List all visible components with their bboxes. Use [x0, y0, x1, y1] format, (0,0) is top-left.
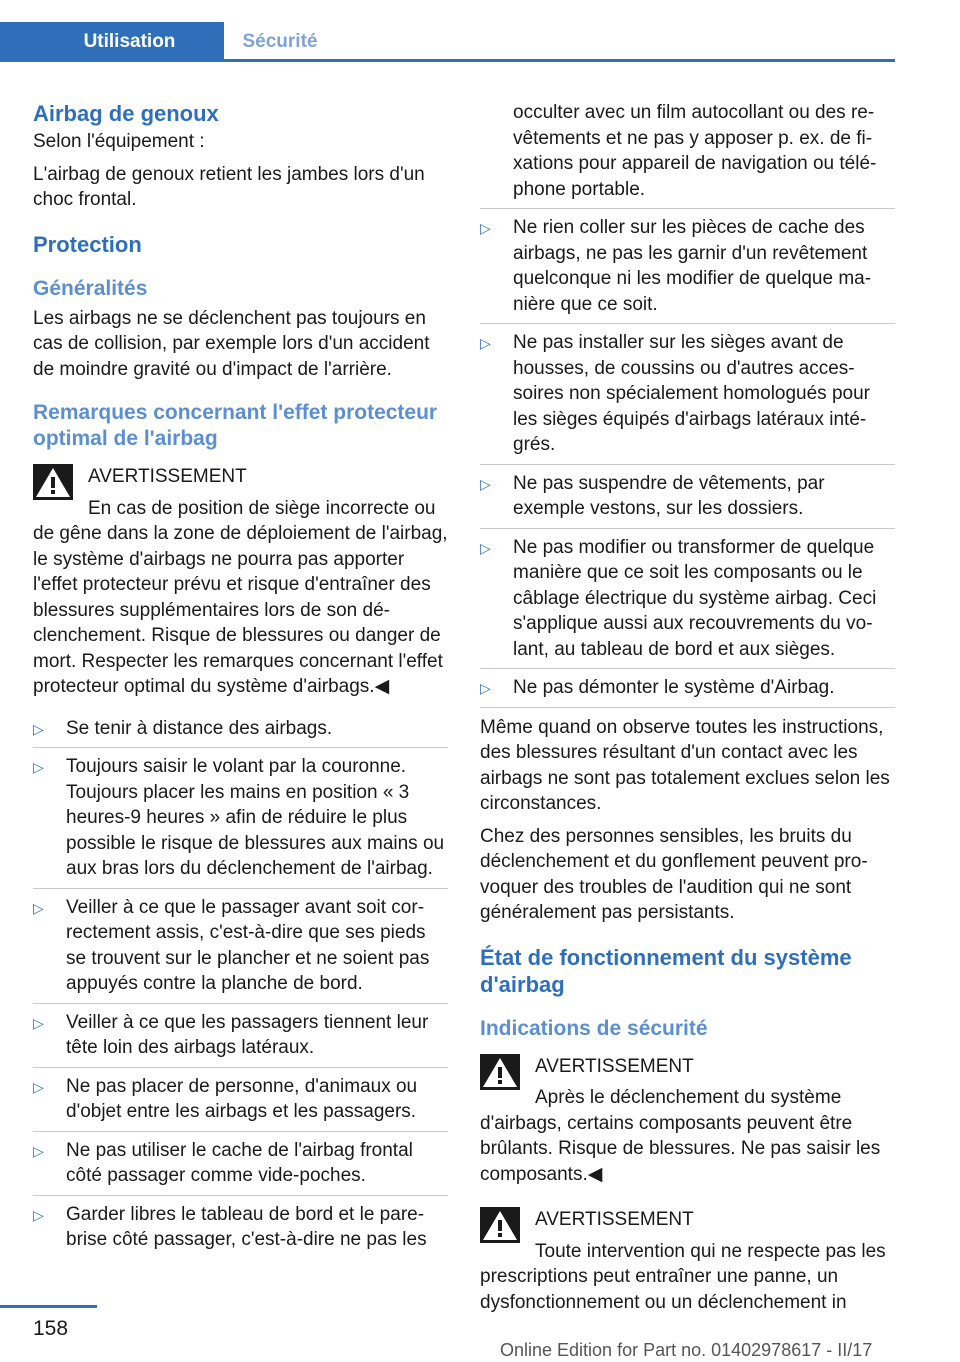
bullet-triangle-icon: ▷: [33, 1142, 44, 1159]
warning-title: AVERTISSEMENT: [535, 1209, 694, 1230]
bullet-continuation: occulter avec un film autocollant ou des revêtements et ne pas y apposer p. ex. de fixations pour appareil de navigation ou téléphone portable.: [480, 100, 895, 209]
page-number: 158: [33, 1317, 69, 1340]
paragraph-instructions: Même quand on observe toutes les instructions, des blessures résultant d'un contact avec les airbags ne sont pas totalement exclues selon les circonstances.: [480, 716, 890, 814]
bullet-triangle-icon: ▷: [480, 335, 491, 351]
warning-block: [480, 1207, 895, 1315]
heading-protection: Protection: [33, 231, 142, 257]
bullet-triangle-icon: ▷: [480, 475, 491, 492]
list-item: ▷ Ne pas installer sur les sièges avant de housses, de coussins ou d'autres accessoires non spécialement homologués pour les sièges équipés d'airbags latéraux intégrés.: [480, 324, 895, 465]
list-item: ▷ Veiller à ce que les passagers tiennent leur tête loin des airbags latéraux.: [33, 1004, 448, 1068]
list-item: ▷ Ne pas placer de personne, d'animaux ou d'objet entre les airbags et les passagers.: [33, 1068, 448, 1132]
bullet-triangle-icon: ▷: [480, 539, 491, 556]
bullet-triangle-icon: ▷: [480, 220, 491, 236]
warning-triangle-icon: [480, 1207, 520, 1243]
warning-block: [33, 464, 448, 700]
header-tabbar: [0, 22, 895, 62]
heading-safety-notes: Indications de sécurité: [480, 1016, 708, 1040]
edition-note: Online Edition for Part no. 01402978617 - II/17: [500, 1340, 873, 1360]
tab-utilisation[interactable]: Utilisation: [0, 22, 224, 62]
heading-general: Généralités: [33, 276, 148, 300]
heading-airbag-state: État de fonctionnement du système d'airbag: [480, 944, 852, 997]
warning-title: AVERTISSEMENT: [535, 1055, 694, 1077]
bullet-triangle-icon: ▷: [33, 759, 44, 775]
right-column: [480, 100, 895, 1315]
list-item: ▷ Ne pas suspendre de vêtements, par exemple vestons, sur les dossiers.: [480, 465, 895, 529]
list-item: ▷ Ne rien coller sur les pièces de cache des airbags, ne pas les garnir d'un revêtement quelconque ni les modifier de quelque manière que ce soit.: [480, 209, 895, 324]
warning-text: Toute intervention qui ne respecte pas les prescriptions peut entraîner une panne, un dysfonctionnement ou un déclenchement in: [480, 1240, 886, 1313]
heading-remarks: Remarques concernant l'effet protecteur optimal de l'airbag: [33, 401, 438, 450]
list-item: ▷ Toujours saisir le volant par la couronne. Toujours placer les mains en position « 3 heures-9 heures » afin de réduire le plus possible le risque de blessures aux mains ou aux bras lors du déclenchement de l'airbag.: [33, 748, 448, 889]
warning-text: Après le déclenchement du système d'airbags, certains composants peuvent être brûlants. Risque de blessures. Ne pas saisir les composants.◀: [480, 1087, 881, 1185]
tab-securite[interactable]: Sécurité: [242, 31, 318, 52]
warning-triangle-icon: [33, 464, 73, 500]
general-text: Les airbags ne se déclenchent pas toujours en cas de collision, par exemple lors d'un accident de moindre gravité ou d'impact de l'arrière.: [33, 307, 430, 380]
list-item: ▷ Garder libres le tableau de bord et le pare-brise côté passager, c'est-à-dire ne pas les: [33, 1203, 427, 1250]
bullet-triangle-icon: ▷: [480, 680, 491, 696]
list-item: ▷ Ne pas démonter le système d'Airbag.: [480, 669, 895, 708]
bullet-list-left: [33, 710, 448, 1259]
warning-title: AVERTISSEMENT: [88, 466, 247, 487]
bullet-triangle-icon: ▷: [33, 1078, 44, 1095]
bullet-triangle-icon: ▷: [33, 1014, 44, 1031]
list-item: ▷ Ne pas utiliser le cache de l'airbag frontal côté passager comme vide-poches.: [33, 1132, 448, 1196]
paragraph-hearing: Chez des personnes sensibles, les bruits du déclenchement et du gonflement peuvent provoquer des troubles de l'audition qui ne sont généralement pas persistants.: [480, 825, 868, 923]
knee-equipment-note: Selon l'équipement :: [33, 131, 205, 152]
left-column: [33, 100, 448, 1259]
bullet-triangle-icon: ▷: [33, 899, 44, 916]
knee-airbag-text: L'airbag de genoux retient les jambes lors d'un choc frontal.: [33, 163, 425, 210]
footer-rule: [0, 1305, 97, 1308]
bullet-triangle-icon: ▷: [33, 720, 44, 737]
list-item: ▷ Veiller à ce que le passager avant soit correctement assis, c'est-à-dire que ses pieds se trouvent sur le plancher et ne soient pas appuyés contre la planche de bord.: [33, 889, 448, 1004]
bullet-triangle-icon: ▷: [33, 1206, 44, 1223]
list-item: ▷ Ne pas modifier ou transformer de quelque manière que ce soit les composants ou le câblage électrique du système airbag. Ceci s'applique aussi aux recouvrements du volant, au tableau de bord et aux sièges.: [480, 529, 895, 670]
warning-triangle-icon: [480, 1054, 520, 1090]
bullet-list-right: [480, 209, 895, 708]
warning-text: En cas de position de siège incorrecte ou de gêne dans la zone de déploiement de l'airbag, le système d'airbags ne pourra pas apporter l'effet protecteur prévu et risque d'entraîner des blessures supplémentaires lors de son déclenchement. Risque de blessures ou danger de mort. Respecter les remarques concernant l'effet protecteur optimal du système d'airbags.◀: [33, 497, 448, 697]
warning-block: [480, 1054, 895, 1188]
heading-knee-airbag: Airbag de genoux: [33, 101, 219, 126]
list-item: ▷ Se tenir à distance des airbags.: [33, 710, 448, 749]
